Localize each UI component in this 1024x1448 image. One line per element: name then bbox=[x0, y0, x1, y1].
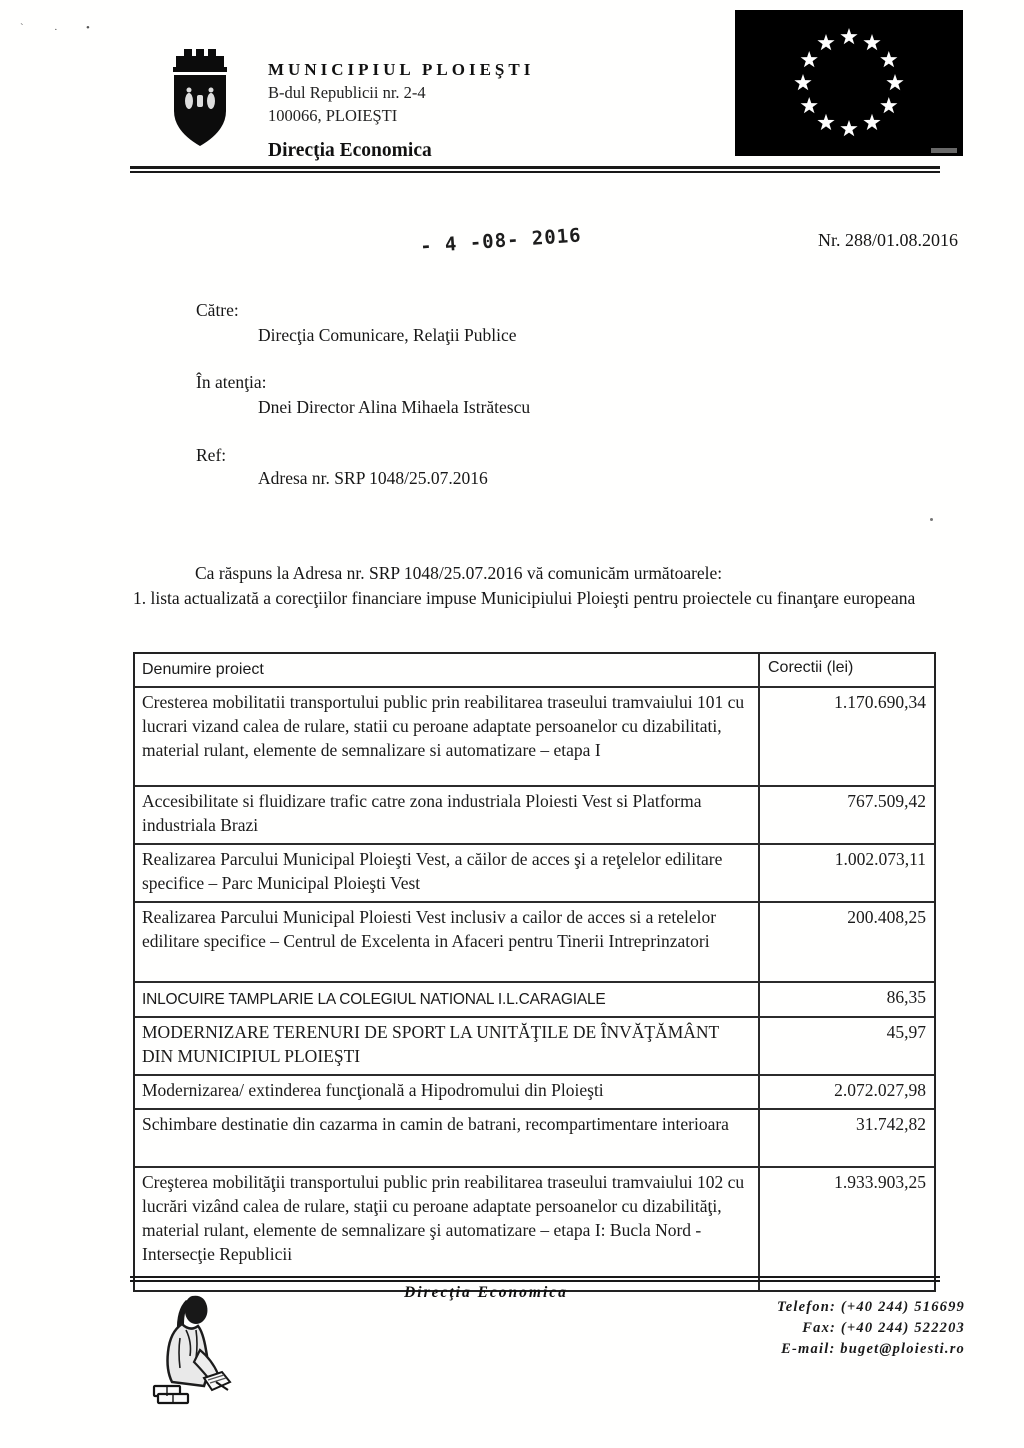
intro-line: Ca răspuns la Adresa nr. SRP 1048/25.07.2016 vă comunicăm următoarele: bbox=[195, 563, 723, 583]
project-name: Accesibilitate si fluidizare trafic catre zona industriala Ploiesti Vest si Platforma industriala Brazi bbox=[135, 787, 760, 843]
column-header-project: Denumire proiect bbox=[135, 654, 760, 686]
document-number: Nr. 288/01.08.2016 bbox=[817, 230, 958, 250]
table-row bbox=[135, 1166, 934, 1290]
project-name: Schimbare destinatie din cazarma in camin de batrani, recompartimentare interioara bbox=[135, 1110, 760, 1166]
table-row bbox=[135, 1074, 934, 1108]
list-item-1: 1. lista actualizată a corecţiilor financiare impuse Municipiului Ploieşti pentru proiectele cu finanţare europeana bbox=[133, 588, 916, 608]
letterhead bbox=[268, 60, 738, 126]
eu-flag-icon bbox=[735, 10, 963, 161]
org-address-line2: 100066, PLOIEŞTI bbox=[268, 106, 398, 125]
correction-value: 200.408,25 bbox=[847, 907, 926, 927]
table-row bbox=[135, 843, 934, 901]
column-header-corrections: Corectii (lei) bbox=[768, 659, 854, 676]
phone-line: Telefon: (+40 244) 516699 bbox=[777, 1299, 965, 1315]
project-name: Modernizarea/ extinderea funcţională a Hipodromului din Ploieşti bbox=[135, 1076, 760, 1108]
reader-with-books-illustration-icon bbox=[146, 1290, 238, 1413]
intro-paragraph bbox=[133, 561, 928, 611]
scan-speckle: • bbox=[86, 22, 90, 34]
correction-value: 1.002.073,11 bbox=[834, 849, 926, 869]
ref-value: Adresa nr. SRP 1048/25.07.2016 bbox=[258, 468, 488, 488]
correction-value: 86,35 bbox=[886, 987, 926, 1007]
scan-speckle bbox=[930, 518, 933, 521]
to-label: Către: bbox=[196, 300, 239, 320]
org-name: MUNICIPIUL PLOIEŞTI bbox=[268, 60, 535, 79]
project-name: INLOCUIRE TAMPLARIE LA COLEGIUL NATIONAL I.L.CARAGIALE bbox=[135, 983, 760, 1016]
footer-divider bbox=[130, 1276, 940, 1282]
correction-value: 1.170.690,34 bbox=[834, 692, 926, 712]
project-name: MODERNIZARE TERENURI DE SPORT LA UNITĂŢILE DE ÎNVĂŢĂMÂNT DIN MUNICIPIUL PLOIEŞTI bbox=[135, 1018, 760, 1074]
date-stamp: - 4 -08- 2016 bbox=[419, 224, 583, 258]
table-row bbox=[135, 901, 934, 981]
project-name: Realizarea Parcului Municipal Ploiesti Vest inclusiv a cailor de acces si a retelelor edilitare specifice – Centrul de Excelenta in Afaceri pentru Tinerii Intreprinzatori bbox=[135, 903, 760, 981]
table-row bbox=[135, 686, 934, 785]
correction-value: 767.509,42 bbox=[847, 791, 926, 811]
table-row bbox=[135, 1108, 934, 1166]
email-line: E-mail: buget@ploiesti.ro bbox=[781, 1341, 965, 1357]
attention-label: În atenţia: bbox=[196, 372, 267, 392]
correction-value: 45,97 bbox=[886, 1022, 926, 1042]
table-header-row bbox=[135, 654, 934, 686]
scan-speckle: ` bbox=[20, 22, 24, 34]
ploiesti-coat-of-arms-icon bbox=[167, 45, 233, 155]
correction-value: 1.933.903,25 bbox=[834, 1172, 926, 1192]
table-row bbox=[135, 785, 934, 843]
ref-label: Ref: bbox=[196, 445, 227, 465]
org-address-line1: B-dul Republicii nr. 2-4 bbox=[268, 83, 426, 102]
project-name: Realizarea Parcului Municipal Ploieşti Vest, a căilor de acces şi a reţelelor edilitare specifice – Parc Municipal Ploieşti Vest bbox=[135, 845, 760, 901]
to-value: Direcţia Comunicare, Relaţii Publice bbox=[258, 325, 517, 345]
fax-line: Fax: (+40 244) 522203 bbox=[802, 1320, 965, 1336]
table-row bbox=[135, 1016, 934, 1074]
scan-speckle: · bbox=[54, 24, 58, 36]
table-row bbox=[135, 981, 934, 1016]
contact-block bbox=[620, 1297, 965, 1360]
correction-value: 31.742,82 bbox=[856, 1114, 926, 1134]
correction-value: 2.072.027,98 bbox=[834, 1080, 926, 1100]
footer-department: Direcţia Economica bbox=[404, 1284, 568, 1301]
corrections-table bbox=[133, 652, 936, 1292]
project-name: Cresterea mobilitatii transportului public prin reabilitarea traseului tramvaiului 101 cu lucrari vizand calea de rulare, statii cu peroane adaptate persoanelor cu dizabilitati, material rulant, elemente de semnalizare si automatizare – etapa I bbox=[135, 688, 760, 785]
header-divider bbox=[130, 166, 940, 173]
department-name: Direcţia Economica bbox=[268, 140, 432, 161]
project-name: Creşterea mobilităţii transportului public prin reabilitarea traseului tramvaiului 102 cu lucrări vizând calea de rulare, staţii cu peroane adaptate persoanelor cu dizabilităţi, material rulant, elemente de semnalizare şi automatizare – etapa I: Bucla Nord - Intersecţie Republicii bbox=[135, 1168, 760, 1290]
attention-value: Dnei Director Alina Mihaela Istrătescu bbox=[258, 397, 531, 417]
